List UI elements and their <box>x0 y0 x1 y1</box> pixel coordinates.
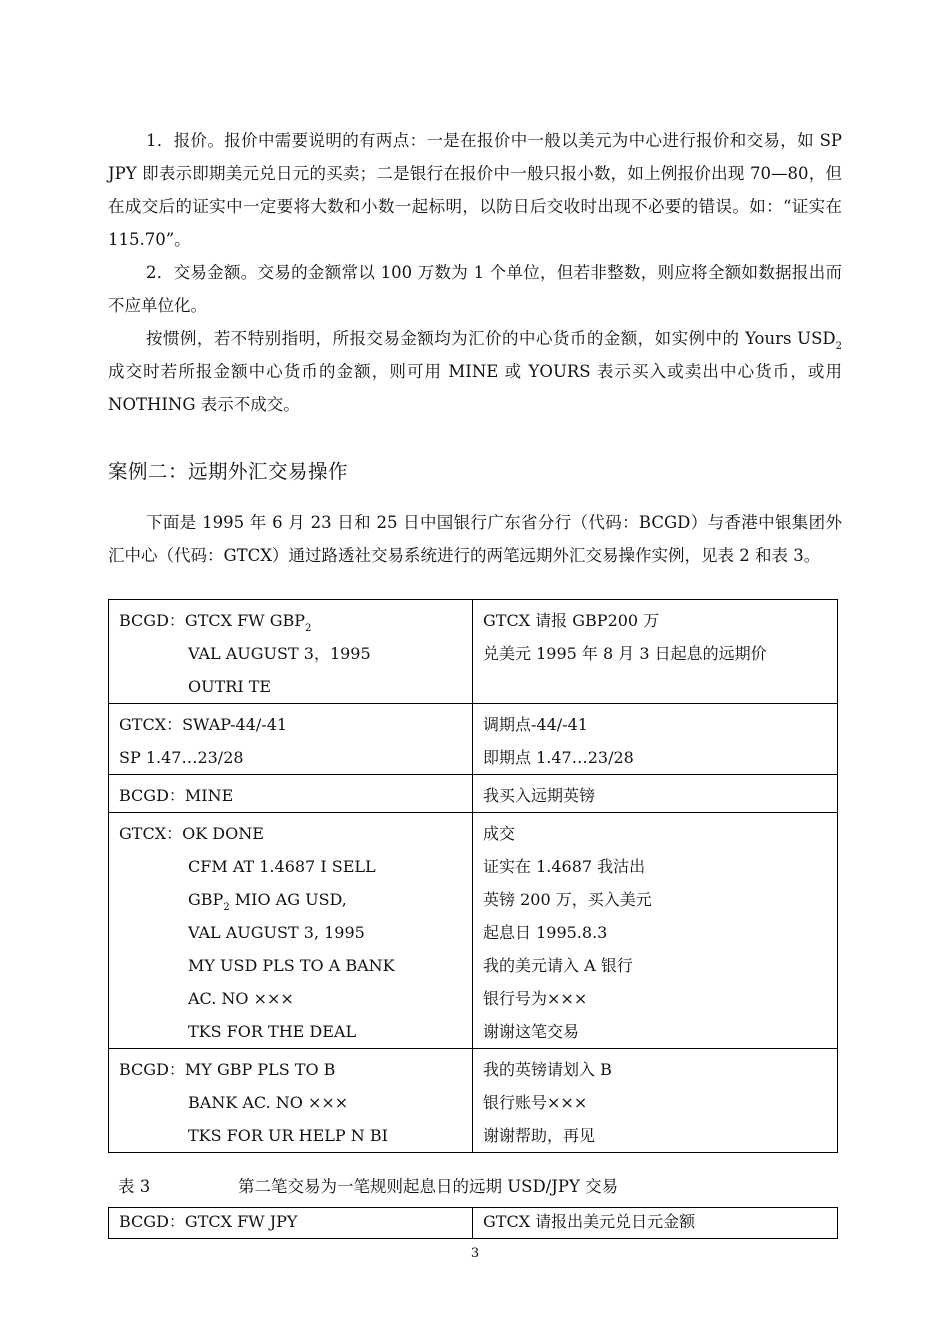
table-cell <box>109 1208 473 1239</box>
table-cell <box>473 704 838 775</box>
cell-line: CFM AT 1.4687 I SELL <box>188 857 376 876</box>
cell-line: 谢谢帮助，再见 <box>483 1126 596 1145</box>
cell-line: 成交 <box>483 824 516 843</box>
caption-title: 第二笔交易为一笔规则起息日的远期 USD/JPY 交易 <box>238 1177 619 1196</box>
table-cell <box>473 1049 838 1153</box>
cell-line: 我的英镑请划入 B <box>483 1060 612 1079</box>
table-row <box>109 600 838 704</box>
cell-line: AC. NO ××× <box>188 989 294 1008</box>
paragraph-convention-part2: 成交时若所报金额中心货币的金额，则可用 MINE 或 YOURS 表示买入或卖出中心货币，或用 NOTHING 表示不成交。 <box>108 362 842 414</box>
cell-line <box>119 604 462 637</box>
cell-line: MY USD PLS TO A BANK <box>188 956 395 975</box>
table-cell <box>473 813 838 1049</box>
paragraph-convention <box>108 322 842 421</box>
cell-line: 证实在 1.4687 我沽出 <box>483 857 646 876</box>
cell-line: 银行号为××× <box>483 989 588 1008</box>
table-row <box>109 704 838 775</box>
cell-line: 银行账号××× <box>483 1093 588 1112</box>
table-cell <box>109 813 473 1049</box>
paragraph-intro: 下面是 1995 年 6 月 23 日和 25 日中国银行广东省分行（代码：BCGD）与香港中银集团外汇中心（代码：GTCX）通过路透社交易系统进行的两笔远期外汇交易操作实例，见表 2 和表 3。 <box>108 513 842 565</box>
subscript: 2 <box>305 623 312 634</box>
cell-text: MIO AG USD, <box>229 890 347 909</box>
cell-line: GTCX 请报出美元兑日元金额 <box>483 1212 696 1231</box>
body-text-top <box>108 124 842 421</box>
cell-line: BCGD：MY GBP PLS TO B <box>119 1060 336 1079</box>
paragraph-convention-part1: 按惯例，若不特别指明，所报交易金额均为汇价的中心货币的金额，如实例中的 Yours USD <box>146 329 836 348</box>
body-text-intro <box>108 506 842 572</box>
page-number: 3 <box>470 1246 480 1261</box>
paragraph-quote: 1．报价。报价中需要说明的有两点：一是在报价中一般以美元为中心进行报价和交易，如 SP JPY 即表示即期美元兑日元的买卖；二是银行在报价中一般只报小数，如上例报价出现 70—80，但在成交后的证实中一定要将大数和小数一起标明，以防日后交收时出现不必要的错误。如：“证实在 115.70”。 <box>108 131 842 249</box>
cell-line: 调期点-44/-41 <box>483 715 588 734</box>
table-row <box>109 775 838 813</box>
table-cell <box>473 775 838 813</box>
cell-line: GTCX：SWAP-44/-41 <box>119 715 288 734</box>
table-3-caption <box>118 1173 619 1197</box>
cell-text: GBP <box>188 890 224 909</box>
table-cell <box>473 1208 838 1239</box>
cell-line <box>119 883 462 916</box>
table-cell <box>109 704 473 775</box>
cell-line: BANK AC. NO ××× <box>188 1093 349 1112</box>
table-row <box>109 1208 838 1239</box>
table-2 <box>108 599 838 1153</box>
cell-line: 谢谢这笔交易 <box>483 1022 580 1041</box>
table-cell <box>109 1049 473 1153</box>
table-row <box>109 1049 838 1153</box>
cell-line: 兑美元 1995 年 8 月 3 日起息的远期价 <box>483 644 767 663</box>
table-row <box>109 813 838 1049</box>
cell-line: TKS FOR THE DEAL <box>188 1022 357 1041</box>
cell-line: 即期点 1.47…23/28 <box>483 748 634 767</box>
cell-line: 英镑 200 万，买入美元 <box>483 890 652 909</box>
cell-line: VAL AUGUST 3，1995 <box>188 644 371 663</box>
cell-line: OUTRI TE <box>188 677 272 696</box>
table-3 <box>108 1207 838 1239</box>
cell-line: 我的美元请入 A 银行 <box>483 956 633 975</box>
cell-line: GTCX 请报 GBP200 万 <box>483 611 660 630</box>
paragraph-amount: 2．交易金额。交易的金额常以 100 万数为 1 个单位，但若非整数，则应将全额如数据报出而不应单位化。 <box>108 263 842 315</box>
cell-line: 起息日 1995.8.3 <box>483 923 608 942</box>
caption-label: 表 3 <box>118 1177 151 1196</box>
cell-line: BCGD：MINE <box>119 786 234 805</box>
table-cell <box>473 600 838 704</box>
cell-text: BCGD：GTCX FW GBP <box>119 611 306 630</box>
cell-line: 我买入远期英镑 <box>483 786 596 805</box>
cell-line: SP 1.47…23/28 <box>119 748 244 767</box>
subscript: 2 <box>835 341 842 352</box>
section-heading: 案例二：远期外汇交易操作 <box>108 460 349 483</box>
cell-line: GTCX：OK DONE <box>119 824 264 843</box>
cell-line: VAL AUGUST 3, 1995 <box>188 923 365 942</box>
table-cell <box>109 600 473 704</box>
cell-line: TKS FOR UR HELP N BI <box>188 1126 388 1145</box>
cell-line: BCGD：GTCX FW JPY <box>119 1212 298 1231</box>
subscript: 2 <box>223 902 230 913</box>
table-cell <box>109 775 473 813</box>
